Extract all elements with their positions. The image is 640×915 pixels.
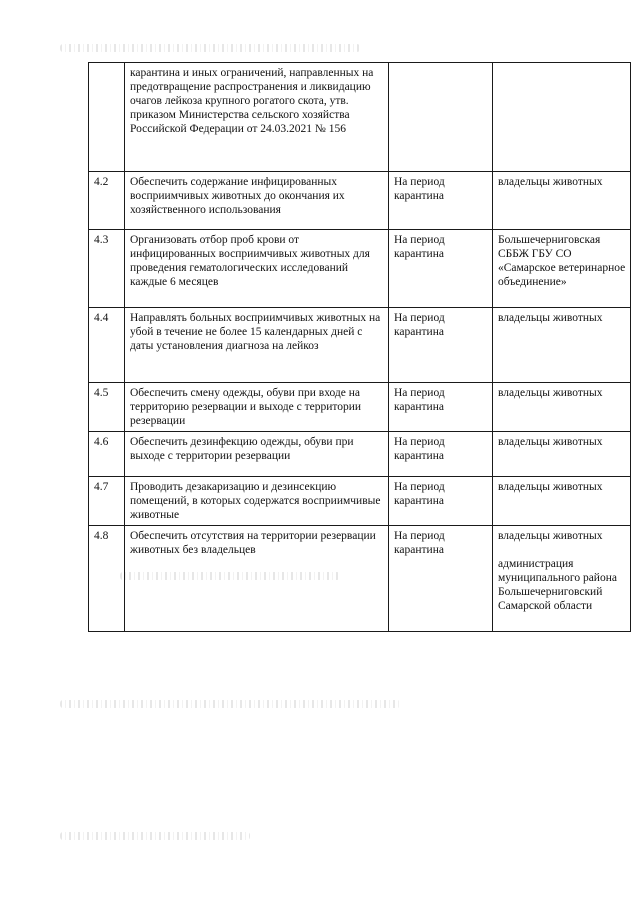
measure-description: Организовать отбор проб крови от инфицированных восприимчивых животных для проведения гематологических исследований каждые 6 месяцев [125, 230, 389, 308]
measure-description: Проводить дезакаризацию и дезинсекцию помещений, в которых содержатся восприимчивые животные [125, 477, 389, 526]
scan-noise [60, 700, 400, 708]
measure-description: Обеспечить дезинфекцию одежды, обуви при выходе с территории резервации [125, 432, 389, 477]
scan-noise [60, 44, 360, 52]
measures-table [88, 62, 631, 632]
table-row [89, 172, 631, 230]
scan-noise [60, 832, 250, 840]
measure-term [389, 63, 493, 172]
row-number: 4.4 [89, 308, 125, 383]
measure-responsible: Большечерниговская СББЖ ГБУ СО «Самарское ветеринарное объединение» [493, 230, 631, 308]
row-number: 4.5 [89, 383, 125, 432]
measure-responsible [493, 63, 631, 172]
measure-description: Направлять больных восприимчивых животных на убой в течение не более 15 календарных дней с даты установления диагноза на лейкоз [125, 308, 389, 383]
measure-term: На период карантина [389, 383, 493, 432]
table-row [89, 230, 631, 308]
measure-term: На период карантина [389, 477, 493, 526]
table-row [89, 477, 631, 526]
row-number: 4.3 [89, 230, 125, 308]
table-row [89, 308, 631, 383]
measure-term: На период карантина [389, 172, 493, 230]
row-number: 4.2 [89, 172, 125, 230]
row-number: 4.8 [89, 526, 125, 632]
spacer [498, 543, 626, 557]
table-row [89, 432, 631, 477]
row-number: 4.6 [89, 432, 125, 477]
measure-description: карантина и иных ограничений, направленных на предотвращение распространения и ликвидацию очагов лейкоза крупного рогатого скота, утв. приказом Министерства сельского хозяйства Российской Федерации от 24.03.2021 № 156 [125, 63, 389, 172]
table-row [89, 383, 631, 432]
measure-responsible: владельцы животных [498, 530, 603, 542]
measure-term: На период карантина [389, 526, 493, 632]
measure-description: Обеспечить содержание инфицированных восприимчивых животных до окончания их хозяйственного использования [125, 172, 389, 230]
measure-responsible: владельцы животных [493, 172, 631, 230]
table-row [89, 63, 631, 172]
measure-responsible: владельцы животных [493, 308, 631, 383]
measure-responsible-extra: администрация муниципального района Большечерниговский Самарской области [498, 558, 617, 612]
row-number: 4.7 [89, 477, 125, 526]
row-number [89, 63, 125, 172]
measure-description: Обеспечить смену одежды, обуви при входе на территорию резервации и выходе с территории резервации [125, 383, 389, 432]
measure-description: Обеспечить отсутствия на территории резервации животных без владельцев [125, 526, 389, 632]
table-row [89, 526, 631, 632]
measure-term: На период карантина [389, 308, 493, 383]
measure-term: На период карантина [389, 432, 493, 477]
measure-responsible: владельцы животных [493, 477, 631, 526]
measure-term: На период карантина [389, 230, 493, 308]
measure-responsible: владельцы животных [493, 432, 631, 477]
measure-responsible-cell [493, 526, 631, 632]
measure-responsible: владельцы животных [493, 383, 631, 432]
